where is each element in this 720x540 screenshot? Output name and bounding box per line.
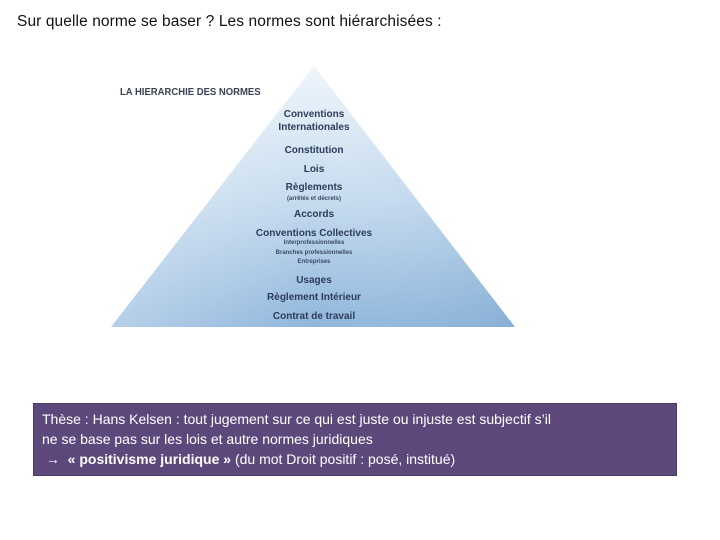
level-interprofessionnelles: Interprofessionnelles [283, 240, 345, 246]
thesis-line-2: ne se base pas sur les lois et autre normes juridiques [42, 431, 373, 447]
level-internationales: Internationales [278, 122, 350, 133]
level-constitution: Constitution [284, 145, 344, 156]
thesis-explanation: (du mot Droit positif : posé, institué) [231, 451, 456, 467]
pyramid-heading: LA HIERARCHIE DES NORMES [120, 87, 261, 98]
level-accords: Accords [293, 209, 335, 220]
level-conventions-collectives: Conventions Collectives [255, 228, 373, 239]
level-lois: Lois [303, 164, 325, 175]
level-usages: Usages [296, 275, 332, 286]
thesis-line-3 [42, 449, 668, 469]
arrow-icon: → [45, 451, 60, 467]
level-conventions: Conventions [283, 109, 345, 120]
thesis-term: « positivisme juridique » [67, 451, 232, 467]
page-title: Sur quelle norme se baser ? Les normes sont hiérarchisées : [17, 13, 442, 30]
thesis-line-1: Thèse : Hans Kelsen : tout jugement sur ce qui est juste ou injuste est subjectif s’il [42, 411, 551, 427]
level-branches-professionnelles: Branches professionnelles [275, 250, 353, 256]
level-entreprises: Entreprises [297, 259, 331, 265]
thesis-box [33, 403, 677, 476]
level-contrat-de-travail: Contrat de travail [272, 311, 356, 322]
level-reglements-detail: (arrêtés et décrets) [286, 196, 342, 202]
level-reglement-interieur: Règlement Intérieur [267, 292, 361, 303]
level-reglements: Règlements [285, 182, 343, 193]
